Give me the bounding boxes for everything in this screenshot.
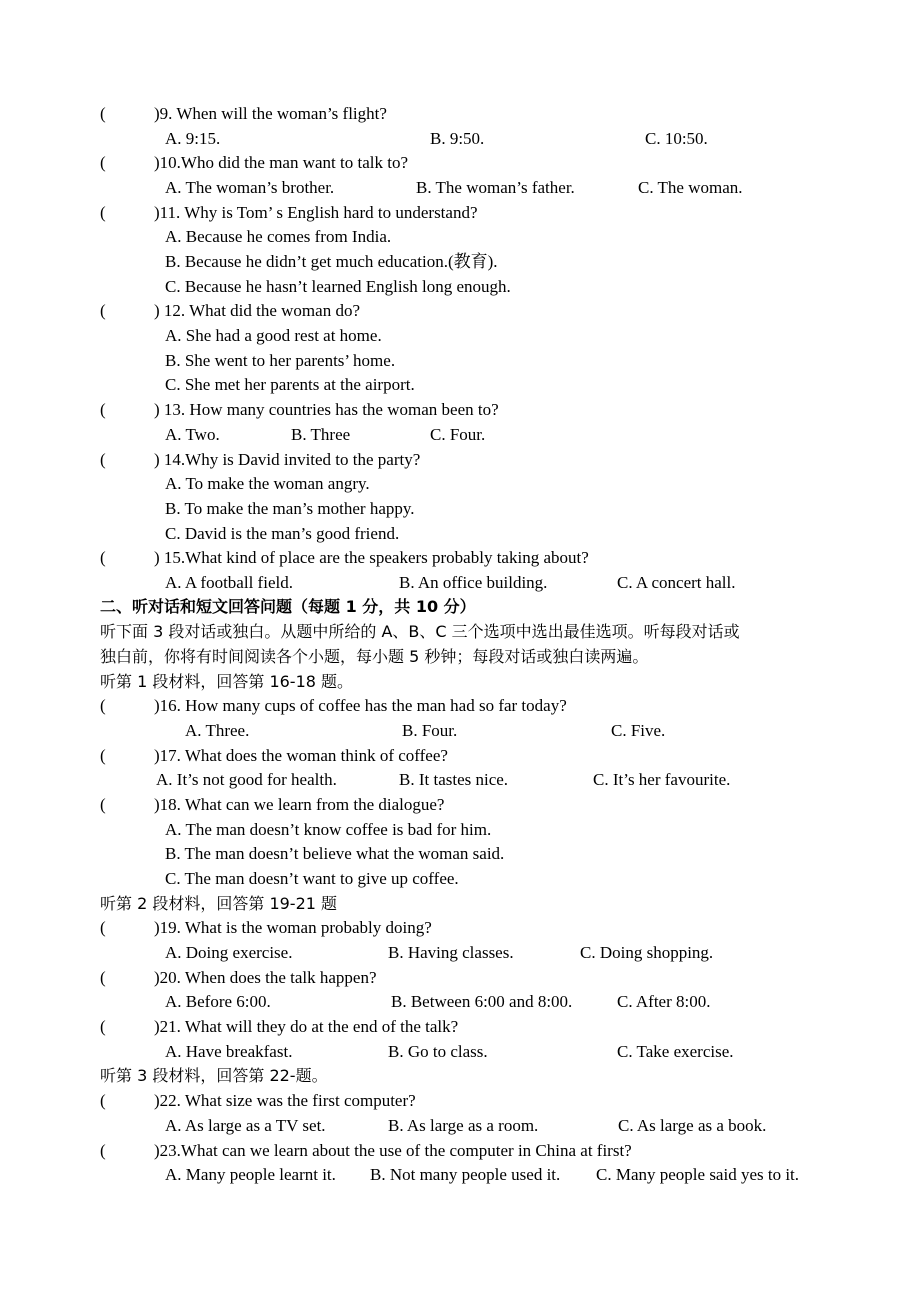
answer-blank-q13[interactable]: (	[100, 400, 106, 419]
option-q17-b: B. It tastes nice.	[399, 770, 509, 789]
option-q15-b: B. An office building.	[399, 573, 548, 592]
option-q23-b: B. Not many people used it.	[370, 1165, 561, 1184]
option-q12-b: B. She went to her parents’ home.	[165, 351, 396, 370]
option-q20-c: C. After 8:00.	[617, 992, 711, 1011]
option-q17-a: A. It’s not good for health.	[156, 770, 337, 789]
option-q22-b: B. As large as a room.	[388, 1116, 539, 1135]
answer-blank-q20[interactable]: (	[100, 968, 106, 987]
option-q23-a: A. Many people learnt it.	[165, 1165, 336, 1184]
answer-blank-q14[interactable]: (	[100, 450, 106, 469]
question-q15: ) 15.What kind of place are the speakers probably taking about?	[154, 548, 589, 567]
option-q14-c: C. David is the man’s good friend.	[165, 524, 400, 543]
option-q16-a: A. Three.	[185, 721, 250, 740]
option-q20-a: A. Before 6:00.	[165, 992, 271, 1011]
option-q19-b: B. Having classes.	[388, 943, 514, 962]
section-2-heading: 二、听对话和短文回答问题（每题 1 分，共 10 分）	[100, 597, 476, 616]
answer-blank-q17[interactable]: (	[100, 746, 106, 765]
question-q9: )9. When will the woman’s flight?	[154, 104, 387, 123]
part-1-heading: 听第 1 段材料，回答第 16-18 题。	[100, 672, 354, 691]
option-q16-b: B. Four.	[402, 721, 458, 740]
answer-blank-q15[interactable]: (	[100, 548, 106, 567]
option-q16-c: C. Five.	[611, 721, 666, 740]
question-q17: )17. What does the woman think of coffee?	[154, 746, 448, 765]
question-q13: ) 13. How many countries has the woman been to?	[154, 400, 499, 419]
question-q20: )20. When does the talk happen?	[154, 968, 377, 987]
answer-blank-q19[interactable]: (	[100, 918, 106, 937]
option-q15-a: A. A football field.	[165, 573, 293, 592]
option-q22-c: C. As large as a book.	[618, 1116, 767, 1135]
option-q15-c: C. A concert hall.	[617, 573, 736, 592]
part-2-heading: 听第 2 段材料，回答第 19-21 题	[100, 894, 338, 913]
option-q18-b: B. The man doesn’t believe what the woman said.	[165, 844, 505, 863]
answer-blank-q22[interactable]: (	[100, 1091, 106, 1110]
question-q16: )16. How many cups of coffee has the man had so far today?	[154, 696, 567, 715]
question-q11: )11. Why is Tom’ s English hard to understand?	[154, 203, 478, 222]
option-q9-c: C. 10:50.	[645, 129, 708, 148]
option-q22-a: A. As large as a TV set.	[165, 1116, 326, 1135]
option-q19-c: C. Doing shopping.	[580, 943, 714, 962]
option-q23-c: C. Many people said yes to it.	[596, 1165, 800, 1184]
option-q9-a: A. 9:15.	[165, 129, 221, 148]
option-q13-c: C. Four.	[430, 425, 486, 444]
option-q19-a: A. Doing exercise.	[165, 943, 293, 962]
option-q18-a: A. The man doesn’t know coffee is bad for him.	[165, 820, 492, 839]
option-q13-b: B. Three	[291, 425, 351, 444]
option-q18-c: C. The man doesn’t want to give up coffee.	[165, 869, 459, 888]
answer-blank-q12[interactable]: (	[100, 301, 106, 320]
question-q12: ) 12. What did the woman do?	[154, 301, 361, 320]
section-2-instructions-line1: 听下面 3 段对话或独白。从题中所给的 A、B、C 三个选项中选出最佳选项。听每段对话或	[100, 622, 740, 641]
answer-blank-q21[interactable]: (	[100, 1017, 106, 1036]
option-q13-a: A. Two.	[165, 425, 220, 444]
option-q20-b: B. Between 6:00 and 8:00.	[391, 992, 573, 1011]
question-q19: )19. What is the woman probably doing?	[154, 918, 432, 937]
question-q21: )21. What will they do at the end of the talk?	[154, 1017, 459, 1036]
answer-blank-q10[interactable]: (	[100, 153, 106, 172]
option-q10-c: C. The woman.	[638, 178, 743, 197]
option-q9-b: B. 9:50.	[430, 129, 485, 148]
option-q14-a: A. To make the woman angry.	[165, 474, 370, 493]
option-q10-a: A. The woman’s brother.	[165, 178, 335, 197]
answer-blank-q16[interactable]: (	[100, 696, 106, 715]
option-q10-b: B. The woman’s father.	[416, 178, 575, 197]
question-q22: )22. What size was the first computer?	[154, 1091, 416, 1110]
question-q10: )10.Who did the man want to talk to?	[154, 153, 408, 172]
option-q11-c: C. Because he hasn’t learned English long enough.	[165, 277, 511, 296]
option-q21-b: B. Go to class.	[388, 1042, 488, 1061]
option-q12-c: C. She met her parents at the airport.	[165, 375, 415, 394]
option-q14-b: B. To make the man’s mother happy.	[165, 499, 415, 518]
option-q21-c: C. Take exercise.	[617, 1042, 734, 1061]
option-q17-c: C. It’s her favourite.	[593, 770, 731, 789]
part-3-heading: 听第 3 段材料，回答第 22-题。	[100, 1066, 328, 1085]
question-q14: ) 14.Why is David invited to the party?	[154, 450, 421, 469]
answer-blank-q23[interactable]: (	[100, 1141, 106, 1160]
answer-blank-q9[interactable]: (	[100, 104, 106, 123]
option-q12-a: A. She had a good rest at home.	[165, 326, 382, 345]
option-q11-a: A. Because he comes from India.	[165, 227, 392, 246]
section-2-instructions-line2: 独白前，你将有时间阅读各个小题，每小题 5 秒钟；每段对话或独白读两遍。	[100, 647, 649, 666]
question-q18: )18. What can we learn from the dialogue?	[154, 795, 445, 814]
question-q23: )23.What can we learn about the use of the computer in China at first?	[154, 1141, 632, 1160]
option-q21-a: A. Have breakfast.	[165, 1042, 293, 1061]
option-q11-b: B. Because he didn’t get much education.(教育).	[165, 252, 498, 271]
answer-blank-q11[interactable]: (	[100, 203, 106, 222]
answer-blank-q18[interactable]: (	[100, 795, 106, 814]
